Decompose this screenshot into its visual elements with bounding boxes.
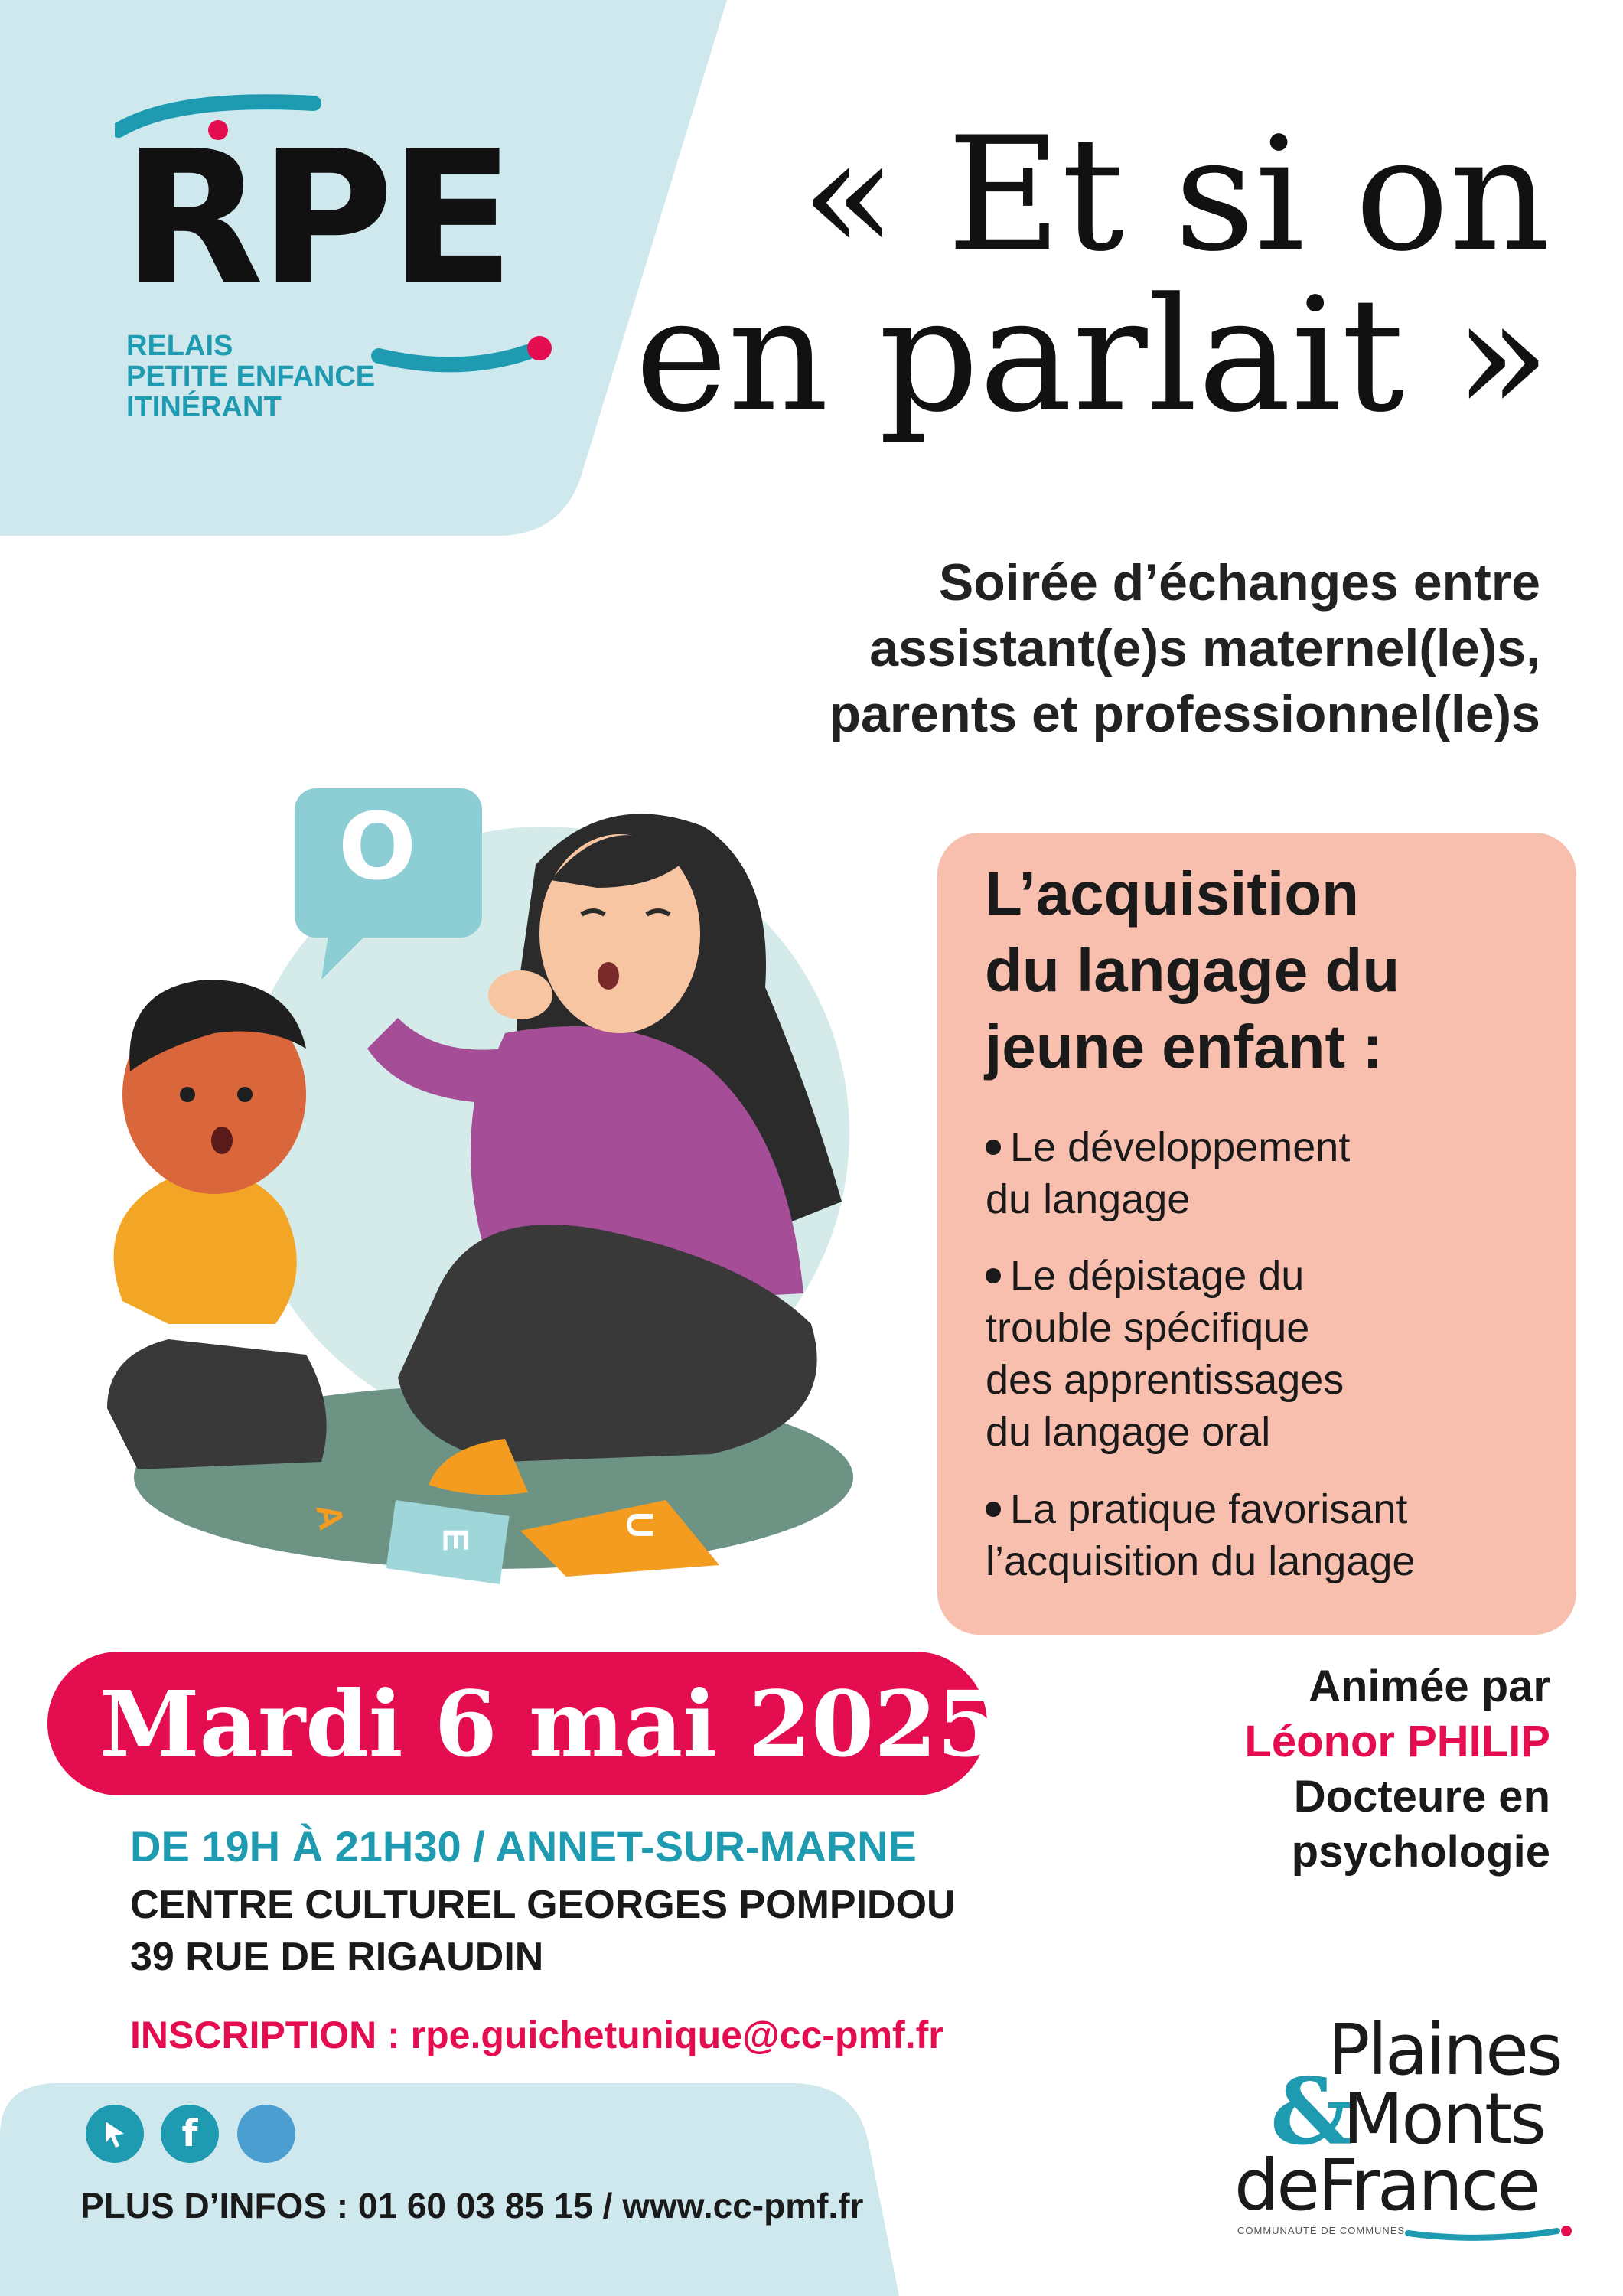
bullet-2-line3: des apprentissages [986, 1357, 1344, 1403]
pmf-logo [1213, 1978, 1580, 2242]
bullet-1-line2: du langage [986, 1176, 1191, 1222]
subtitle-line1: Soirée d’échanges entre [938, 553, 1540, 612]
bullet-3-line2: l’acquisition du langage [986, 1538, 1416, 1584]
bullet-3-line1: La pratique favorisant [1010, 1486, 1408, 1532]
rpe-logo-line3: ITINÉRANT [126, 391, 282, 423]
speaker-role-line1: Docteure en [1293, 1772, 1550, 1821]
footer-infos: PLUS D’INFOS : 01 60 03 85 15 / www.cc-pmf.fr [80, 2186, 864, 2226]
pmf-logo-line2: Monts [1343, 2078, 1544, 2160]
event-hours-place: DE 19H À 21H30 / ANNET-SUR-MARNE [130, 1822, 917, 1870]
event-venue [130, 1879, 956, 1983]
speaker-name: Léonor PHILIP [1244, 1717, 1550, 1766]
topic-bullet-3 [986, 1483, 1415, 1587]
rpe-logo-subtitle [126, 331, 375, 422]
bullet-dot [986, 1268, 1001, 1283]
speaker-block [1244, 1659, 1550, 1880]
bullet-2-line4: du langage oral [986, 1409, 1271, 1455]
card-letter-u: U [618, 1512, 660, 1538]
pmf-logo-swoosh [1404, 2222, 1580, 2245]
pmf-logo-line3: deFrance [1234, 2144, 1538, 2226]
pmf-logo-amp: & [1270, 2058, 1351, 2166]
bullet-dot [986, 1502, 1001, 1517]
subtitle [829, 550, 1540, 747]
topic-title [985, 856, 1400, 1085]
subtitle-line2: assistant(e)s maternel(le)s, [869, 619, 1540, 677]
pmf-logo-tagline: COMMUNAUTÉ DE COMMUNES [1237, 2225, 1406, 2236]
speaker-intro: Animée par [1309, 1662, 1550, 1711]
topic-title-line3: jeune enfant : [985, 1013, 1383, 1081]
rpe-logo-swoosh-bottom [367, 318, 566, 379]
inscription-email[interactable]: INSCRIPTION : rpe.guichetunique@cc-pmf.fr [130, 2014, 943, 2056]
bullet-2-line2: trouble spécifique [986, 1305, 1310, 1351]
rpe-logo [0, 0, 582, 429]
topic-bullet-1 [986, 1121, 1350, 1225]
topic-bullet-2 [986, 1250, 1344, 1458]
cursor-icon[interactable] [86, 2105, 144, 2163]
web-badge-icon[interactable] [237, 2105, 295, 2163]
bullet-1-line1: Le développement [1010, 1124, 1351, 1170]
facebook-icon[interactable]: f [161, 2105, 219, 2163]
speech-letter: O [338, 794, 417, 901]
rpe-logo-line2: PETITE ENFANCE [126, 360, 376, 393]
pmf-logo-line1: Plaines [1328, 2009, 1561, 2091]
bullet-2-line1: Le dépistage du [1010, 1253, 1305, 1299]
rpe-logo-line1: RELAIS [126, 330, 233, 362]
bullet-dot [986, 1140, 1001, 1155]
page-title [634, 104, 1550, 447]
venue-line1: CENTRE CULTUREL GEORGES POMPIDOU [130, 1883, 956, 1927]
illustration-woman-child [77, 773, 903, 1600]
title-line2: en parlait » [634, 265, 1550, 447]
card-letter-a: A [308, 1501, 353, 1533]
speaker-role-line2: psychologie [1291, 1827, 1550, 1877]
subtitle-line3: parents et professionnel(le)s [829, 685, 1540, 743]
topic-title-line1: L’acquisition [985, 859, 1359, 928]
card-letter-e: E [435, 1528, 476, 1552]
event-date: Mardi 6 mai 2025 [99, 1671, 1000, 1777]
rpe-logo-letters: RPE [122, 111, 510, 325]
venue-line2: 39 RUE DE RIGAUDIN [130, 1935, 544, 1979]
title-line1: « Et si on [800, 104, 1550, 286]
topic-title-line2: du langage du [985, 936, 1400, 1004]
